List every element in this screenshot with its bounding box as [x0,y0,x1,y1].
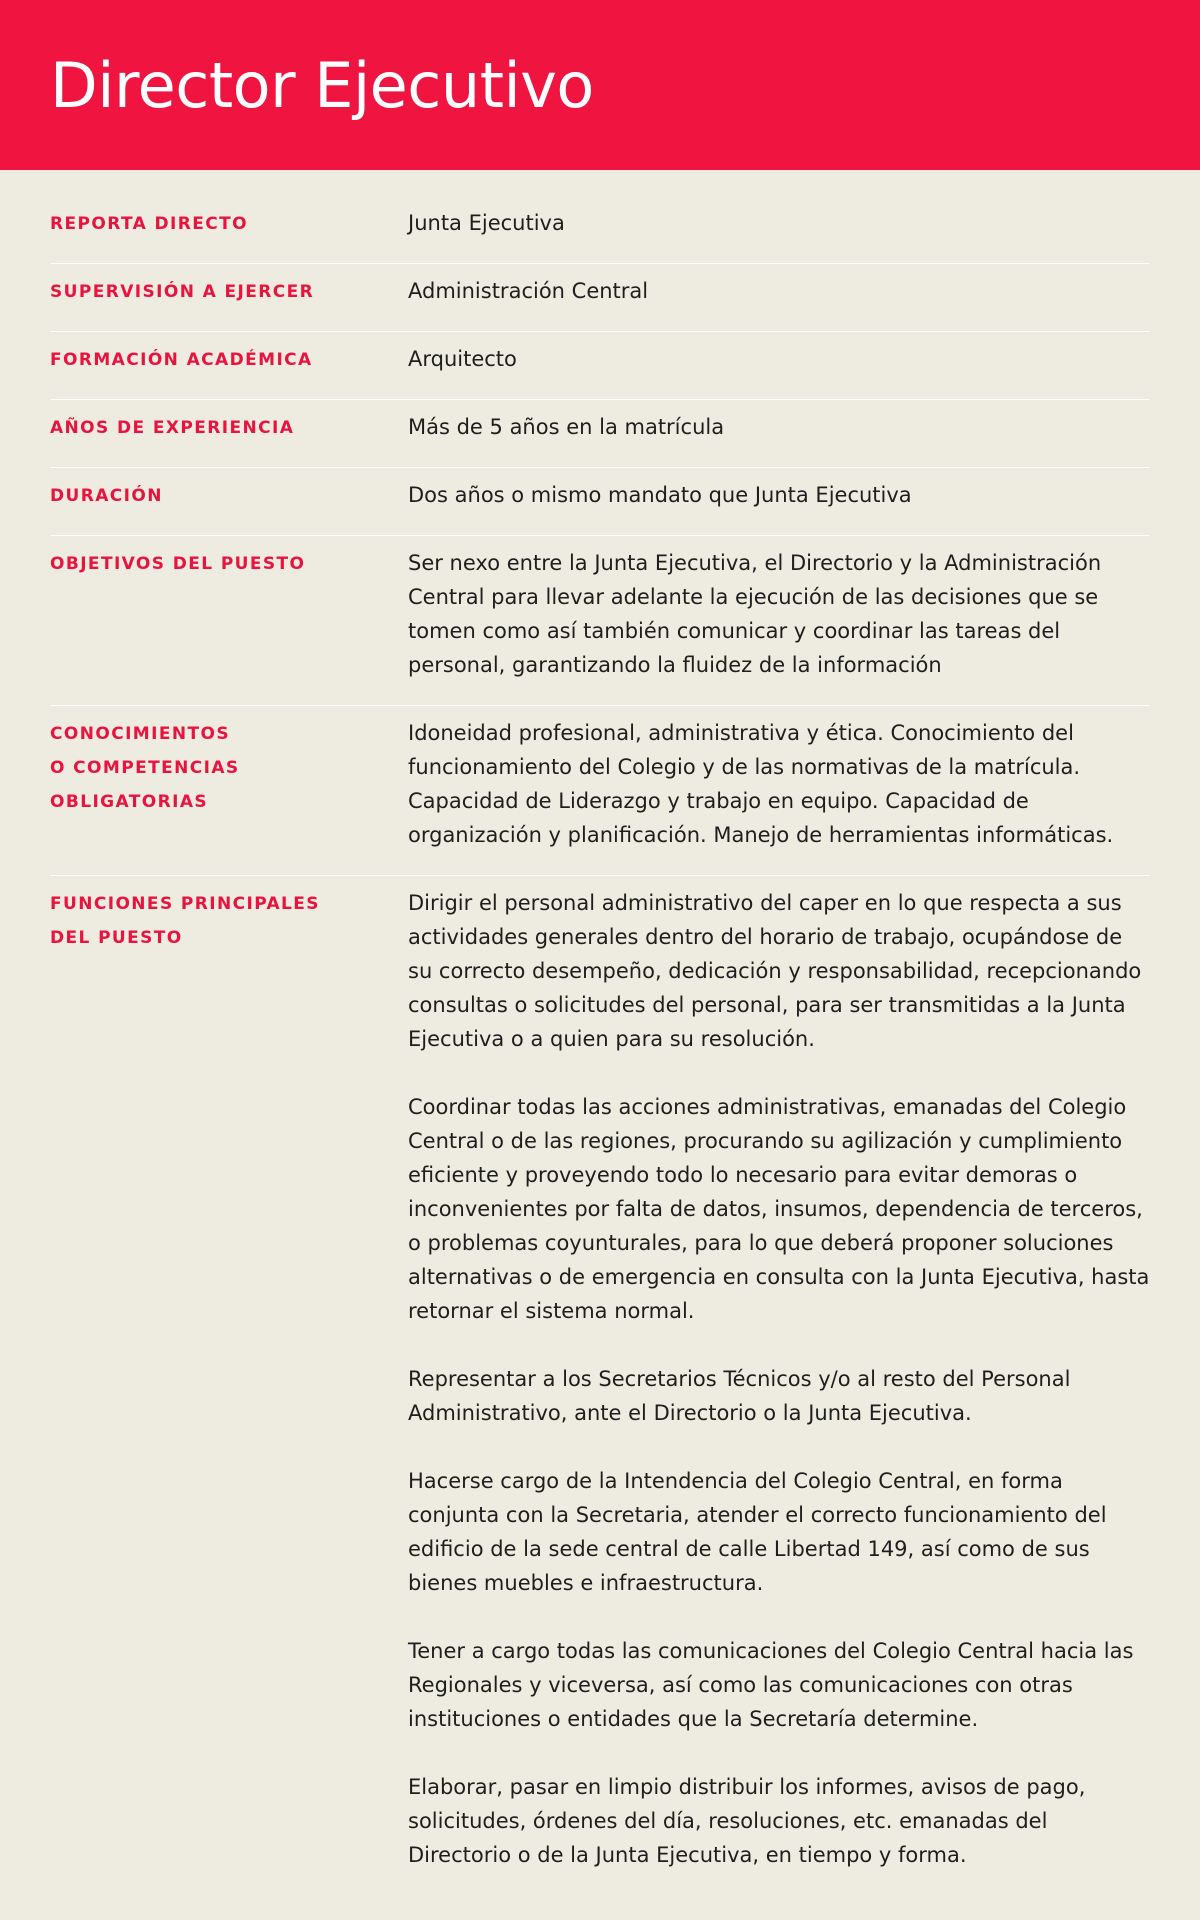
row-formacion [50,332,1150,400]
field-value [408,716,1150,852]
field-label-line: AÑOS DE EXPERIENCIA [50,418,295,438]
field-label-line: OBLIGATORIAS [50,792,209,812]
field-value-text: Dos años o mismo mandato que Junta Ejecutiva [408,483,912,507]
row-objetivos [50,536,1150,706]
field-label [50,886,408,955]
row-reporta-directo [50,196,1150,264]
row-conocimientos [50,706,1150,876]
function-paragraph: Representar a los Secretarios Técnicos y/o al resto del Personal Administrativo, ante el Directorio o la Junta Ejecutiva. [408,1367,1071,1425]
field-label-line: DEL PUESTO [50,928,183,948]
field-value [408,206,1150,240]
field-label [50,478,408,513]
field-value [408,342,1150,376]
field-value [408,886,1150,1872]
field-label [50,206,408,241]
field-value-text: Más de 5 años en la matrícula [408,415,725,439]
field-value [408,546,1150,682]
field-value [408,410,1150,444]
function-paragraph: Elaborar, pasar en limpio distribuir los informes, avisos de pago, solicitudes, órdenes del día, resoluciones, etc. emanadas del Directorio o de la Junta Ejecutiva, en tiempo y forma. [408,1775,1086,1867]
row-duracion [50,468,1150,536]
function-paragraph: Dirigir el personal administrativo del caper en lo que respecta a sus actividades generales dentro del horario de trabajo, ocupándose de su correcto desempeño, dedicación y responsabilidad, recepcionando consultas o solicitudes del personal, para ser transmitidas a la Junta Ejecutiva o a quien para su resolución. [408,891,1142,1051]
field-label [50,716,408,819]
header-banner [0,0,1200,170]
field-label [50,410,408,445]
field-value [408,274,1150,308]
field-label [50,342,408,377]
row-supervision [50,264,1150,332]
function-paragraph: Tener a cargo todas las comunicaciones del Colegio Central hacia las Regionales y viceversa, así como las comunicaciones con otras instituciones o entidades que la Secretaría determine. [408,1639,1134,1731]
field-label-line: REPORTA DIRECTO [50,214,248,234]
field-label-line: FORMACIÓN ACADÉMICA [50,350,313,370]
field-value-text: Idoneidad profesional, administrativa y ética. Conocimiento del funcionamiento del Colegio y de las normativas de la matrícula. Capacidad de Liderazgo y trabajo en equipo. Capacidad de organización y planificación. Manejo de herramientas informáticas. [408,721,1114,847]
field-label-line: DURACIÓN [50,486,163,506]
field-label [50,274,408,309]
job-details-table [50,196,1150,1889]
page-title: Director Ejecutivo [50,49,594,122]
field-value-text: Administración Central [408,279,649,303]
field-value-text: Arquitecto [408,347,517,371]
field-value-text: Junta Ejecutiva [408,211,565,235]
function-paragraph: Hacerse cargo de la Intendencia del Colegio Central, en forma conjunta con la Secretaria, atender el correcto funcionamiento del edificio de la sede central de calle Libertad 149, así como de sus bienes muebles e infraestructura. [408,1469,1107,1595]
field-label [50,546,408,581]
row-experiencia [50,400,1150,468]
function-paragraph: Coordinar todas las acciones administrativas, emanadas del Colegio Central o de las regiones, procurando su agilización y cumplimiento eficiente y proveyendo todo lo necesario para evitar demoras o inconvenientes por falta de datos, insumos, dependencia de terceros, o problemas coyunturales, para lo que deberá proponer soluciones alternativas o de emergencia en consulta con la Junta Ejecutiva, hasta retornar el sistema normal. [408,1095,1150,1323]
field-label-line: SUPERVISIÓN A EJERCER [50,282,315,302]
field-label-line: FUNCIONES PRINCIPALES [50,894,320,914]
field-label-line: OBJETIVOS DEL PUESTO [50,554,306,574]
field-value-text: Ser nexo entre la Junta Ejecutiva, el Directorio y la Administración Central para llevar adelante la ejecución de las decisiones que se tomen como así también comunicar y coordinar las tareas del personal, garantizando la fluidez de la información [408,551,1102,677]
field-label-line: O COMPETENCIAS [50,758,240,778]
field-label-line: CONOCIMIENTOS [50,724,230,744]
field-value [408,478,1150,512]
row-funciones [50,876,1150,1889]
